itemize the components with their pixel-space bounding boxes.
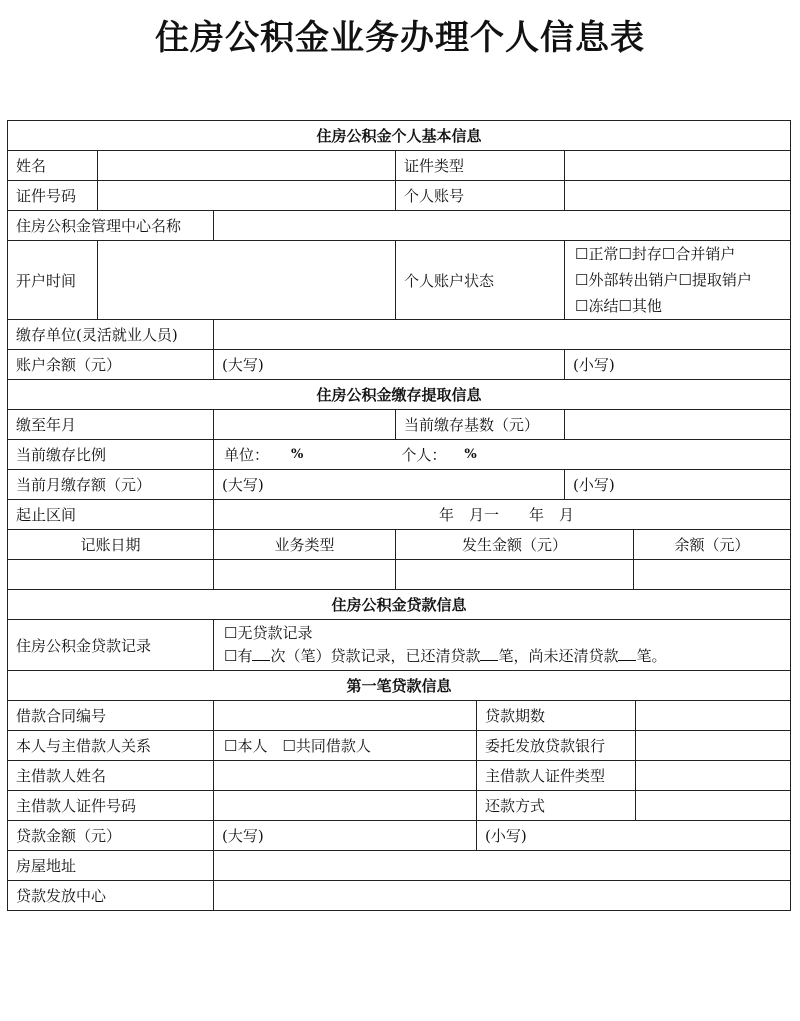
- loan-term-field[interactable]: [635, 700, 791, 731]
- status-option-line[interactable]: ☐外部转出销户☐提取销户: [575, 271, 752, 289]
- loan-issuer-field[interactable]: [213, 880, 791, 911]
- id-number-label: 证件号码: [7, 180, 98, 211]
- house-address-field[interactable]: [213, 850, 791, 881]
- loan-amount-upper-field[interactable]: [213, 820, 477, 851]
- relation-option-text[interactable]: ☐本人 ☐共同借款人: [224, 737, 371, 755]
- account-status-options[interactable]: [564, 240, 791, 320]
- loan-record-options[interactable]: [213, 619, 791, 671]
- name-label: 姓名: [7, 150, 98, 181]
- lower-label: (小写): [485, 827, 527, 845]
- lower-label: (小写): [573, 476, 615, 494]
- amount-cell[interactable]: [395, 559, 634, 590]
- contract-no-label: 借款合同编号: [7, 700, 214, 731]
- bank-label: 委托发放贷款银行: [476, 730, 636, 761]
- lower-label: (小写): [573, 356, 615, 374]
- main-borrower-id-type-field[interactable]: [635, 760, 791, 791]
- loan-record-label: 住房公积金贷款记录: [7, 619, 214, 671]
- deposit-base-field[interactable]: [564, 409, 791, 440]
- balance-lower-field[interactable]: [564, 349, 791, 380]
- status-option-line[interactable]: ☐冻结☐其他: [575, 297, 662, 315]
- main-borrower-id-no-label: 主借款人证件号码: [7, 790, 214, 821]
- balance-cell[interactable]: [633, 559, 791, 590]
- center-name-label: 住房公积金管理中心名称: [7, 210, 214, 241]
- loan-amount-lower-field[interactable]: [476, 820, 791, 851]
- open-time-field[interactable]: [97, 240, 396, 320]
- section-loan-header: 住房公积金贷款信息: [7, 589, 791, 620]
- has-loan-option[interactable]: ☐有 次（笔）贷款记录，已还清贷款 笔，尚未还清贷款 笔。: [224, 647, 667, 665]
- employer-field[interactable]: [213, 319, 791, 350]
- deposit-ratio-label: 当前缴存比例: [7, 439, 214, 470]
- deposit-ratio-field[interactable]: [213, 439, 791, 470]
- employer-label: 缴存单位(灵活就业人员): [7, 319, 214, 350]
- center-name-field[interactable]: [213, 210, 791, 241]
- main-borrower-id-type-label: 主借款人证件类型: [476, 760, 636, 791]
- no-loan-option[interactable]: ☐无贷款记录: [224, 624, 313, 642]
- id-type-field[interactable]: [564, 150, 791, 181]
- status-option-line[interactable]: ☐正常☐封存☐合并销户: [575, 245, 736, 263]
- balance-upper-field[interactable]: [213, 349, 565, 380]
- house-address-label: 房屋地址: [7, 850, 214, 881]
- col-date-header: 记账日期: [7, 529, 214, 560]
- personal-account-label: 个人账号: [395, 180, 565, 211]
- bank-field[interactable]: [635, 730, 791, 761]
- upper-label: (大写): [222, 356, 264, 374]
- range-label: 起止区间: [7, 499, 214, 530]
- paid-to-label: 缴至年月: [7, 409, 214, 440]
- main-borrower-name-field[interactable]: [213, 760, 477, 791]
- date-cell[interactable]: [7, 559, 214, 590]
- repay-method-label: 还款方式: [476, 790, 636, 821]
- section-deposit-header: 住房公积金缴存提取信息: [7, 379, 791, 410]
- loan-amount-label: 贷款金额（元）: [7, 820, 214, 851]
- personal-account-field[interactable]: [564, 180, 791, 211]
- col-type-header: 业务类型: [213, 529, 396, 560]
- loan-term-label: 贷款期数: [476, 700, 636, 731]
- relation-options[interactable]: [213, 730, 477, 761]
- col-balance-header: 余额（元）: [633, 529, 791, 560]
- unit-percent: %: [291, 447, 304, 462]
- main-borrower-name-label: 主借款人姓名: [7, 760, 214, 791]
- monthly-lower-field[interactable]: [564, 469, 791, 500]
- personal-percent: %: [464, 447, 477, 462]
- open-time-label: 开户时间: [7, 240, 98, 320]
- relation-label: 本人与主借款人关系: [7, 730, 214, 761]
- section-first-loan-header: 第一笔贷款信息: [7, 670, 791, 701]
- id-type-label: 证件类型: [395, 150, 565, 181]
- page-title: 住房公积金业务办理个人信息表: [155, 18, 645, 58]
- range-value: 年 月一 年 月: [439, 506, 575, 524]
- monthly-upper-field[interactable]: [213, 469, 565, 500]
- id-number-field[interactable]: [97, 180, 396, 211]
- upper-label: (大写): [222, 827, 264, 845]
- unit-ratio-label: 单位：: [224, 446, 270, 464]
- type-cell[interactable]: [213, 559, 396, 590]
- upper-label: (大写): [222, 476, 264, 494]
- paid-to-field[interactable]: [213, 409, 396, 440]
- loan-issuer-label: 贷款发放中心: [7, 880, 214, 911]
- balance-label: 账户余额（元）: [7, 349, 214, 380]
- name-field[interactable]: [97, 150, 396, 181]
- repay-method-field[interactable]: [635, 790, 791, 821]
- account-status-label: 个人账户状态: [395, 240, 565, 320]
- deposit-base-label: 当前缴存基数（元）: [395, 409, 565, 440]
- section-basic-header: 住房公积金个人基本信息: [7, 120, 791, 151]
- personal-ratio-label: 个人：: [401, 446, 447, 464]
- main-borrower-id-no-field[interactable]: [213, 790, 477, 821]
- col-amount-header: 发生金额（元）: [395, 529, 634, 560]
- range-field[interactable]: [213, 499, 791, 530]
- contract-no-field[interactable]: [213, 700, 477, 731]
- monthly-deposit-label: 当前月缴存额（元）: [7, 469, 214, 500]
- info-form: [8, 121, 792, 1021]
